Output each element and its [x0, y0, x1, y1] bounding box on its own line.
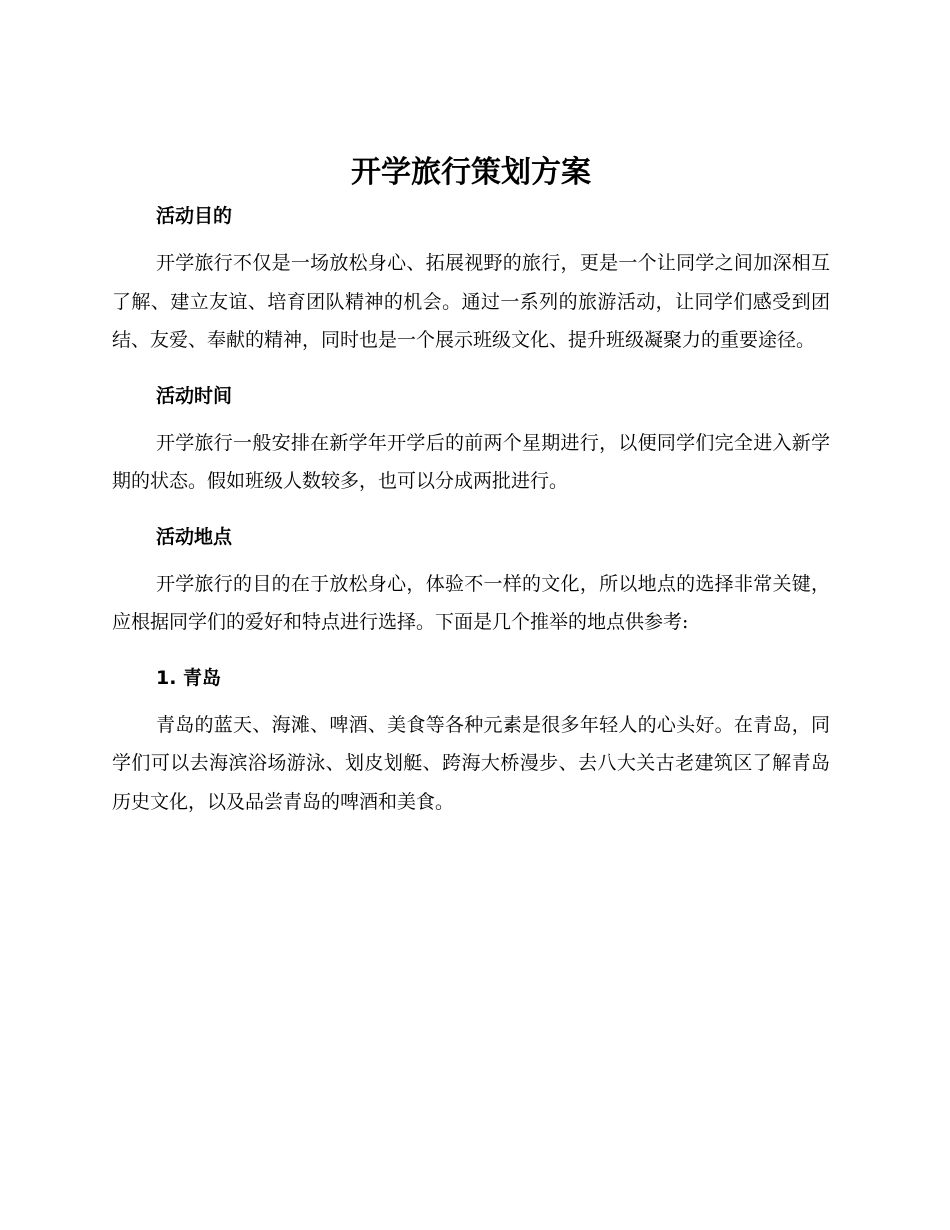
section-paragraph: 开学旅行一般安排在新学年开学后的前两个星期进行，以便同学们完全进入新学期的状态。假如班级人数较多，也可以分成两批进行。 [112, 431, 830, 492]
document-body [112, 150, 830, 841]
page-title: 开学旅行策划方案 [351, 155, 591, 190]
section-time [112, 380, 830, 501]
section-heading: 活动时间 [156, 384, 233, 407]
section-paragraph: 开学旅行的目的在于放松身心，体验不一样的文化，所以地点的选择非常关键，应根据同学们的爱好和特点进行选择。下面是几个推举的地点供参考: [112, 572, 830, 633]
section-heading: 活动目的 [156, 205, 233, 227]
section-paragraph: 开学旅行不仅是一场放松身心、拓展视野的旅行，更是一个让同学之间加深相互了解、建立友谊、培育团队精神的机会。通过一系列的旅游活动，让同学们感受到团结、友爱、奉献的精神，同时也是一个展示班级文化、提升班级凝聚力的重要途径。 [112, 252, 830, 351]
section-purpose [112, 200, 830, 360]
section-paragraph: 青岛的蓝天、海滩、啤酒、美食等各种元素是很多年轻人的心头好。在青岛，同学们可以去海滨浴场游泳、划皮划艇、跨海大桥漫步、去八大关古老建筑区了解青岛历史文化，以及品尝青岛的啤酒和美食。 [112, 713, 830, 813]
section-location [112, 521, 830, 642]
section-heading: 活动地点 [156, 525, 233, 548]
section-qingdao [112, 662, 830, 822]
section-heading: 1. 青岛 [156, 666, 222, 689]
